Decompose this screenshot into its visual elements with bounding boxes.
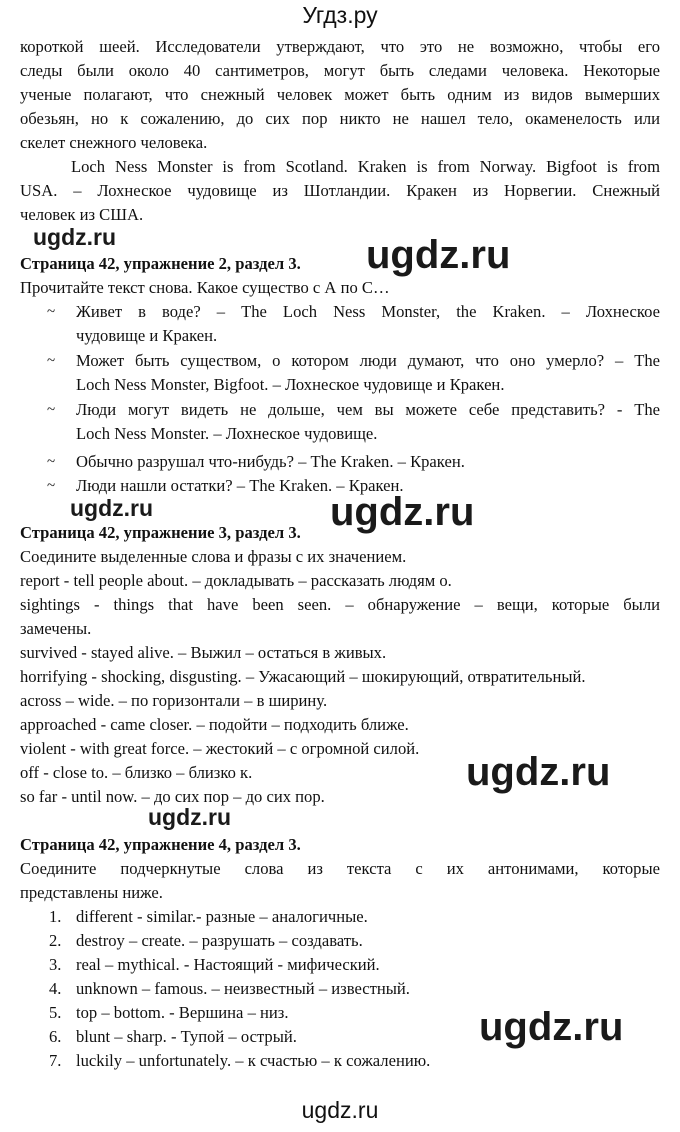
- watermark: ugdz.ru: [330, 490, 475, 534]
- bullet-tilde: ~: [47, 454, 56, 470]
- item-number: 2.: [49, 931, 62, 950]
- vocab-line: sightings - things that have been seen. – обнаружение – вещи, которые были: [20, 595, 660, 614]
- numbered-item: luckily – unfortunately. – к счастью – к сожалению.: [76, 1051, 431, 1070]
- bullet-tilde: ~: [47, 478, 56, 494]
- item-number: 7.: [49, 1051, 62, 1070]
- item-number: 5.: [49, 1003, 62, 1022]
- item-number: 6.: [49, 1027, 62, 1046]
- list-item: Обычно разрушал что-нибудь? – The Kraken. – Кракен.: [76, 452, 465, 471]
- list-item: Loch Ness Monster. – Лохнеское чудовище.: [76, 424, 378, 443]
- list-item: Живет в воде? – The Loch Ness Monster, the Kraken. – Лохнеское: [76, 302, 660, 321]
- numbered-item: unknown – famous. – неизвестный – известный.: [76, 979, 410, 998]
- watermark: ugdz.ru: [33, 224, 117, 250]
- section-heading: Страница 42, упражнение 3, раздел 3.: [20, 523, 301, 542]
- bullet-tilde: ~: [47, 353, 56, 369]
- watermark: ugdz.ru: [366, 233, 511, 277]
- list-item: Люди могут видеть не дольше, чем вы можете себе представить? - The: [76, 400, 660, 419]
- item-number: 3.: [49, 955, 62, 974]
- watermark: ugdz.ru: [148, 804, 232, 830]
- numbered-item: different - similar.- разные – аналогичные.: [76, 907, 368, 926]
- site-title: Угдз.ру: [302, 2, 378, 28]
- watermark: ugdz.ru: [70, 495, 154, 521]
- intro-line: скелет снежного человека.: [20, 133, 208, 152]
- list-item: Loch Ness Monster, Bigfoot. – Лохнеское чудовище и Кракен.: [76, 375, 505, 394]
- numbered-item: top – bottom. - Вершина – низ.: [76, 1003, 289, 1022]
- watermark: ugdz.ru: [466, 750, 611, 794]
- list-item: Люди нашли остатки? – The Kraken. – Кракен.: [76, 476, 404, 495]
- list-item: Может быть существом, о котором люди думают, что оно умерло? – The: [76, 351, 660, 370]
- section-instruction: Прочитайте текст снова. Какое существо с А по С…: [20, 278, 390, 297]
- vocab-line: across – wide. – по горизонтали – в ширину.: [20, 691, 328, 710]
- intro-para2-line: Loch Ness Monster is from Scotland. Kraken is from Norway. Bigfoot is from: [71, 157, 660, 176]
- intro-line: следы были около 40 сантиметров, могут быть следами человека. Некоторые: [20, 61, 660, 80]
- intro-para2-line: USA. – Лохнеское чудовище из Шотландии. Кракен из Норвегии. Снежный: [20, 181, 660, 200]
- section-instruction: Соедините подчеркнутые слова из текста с их антонимами, которые: [20, 859, 660, 878]
- bullet-tilde: ~: [47, 402, 56, 418]
- intro-line: короткой шеей. Исследователи утверждают, что это не возможно, чтобы его: [20, 37, 660, 56]
- intro-para2-line: человек из США.: [20, 205, 144, 224]
- numbered-item: blunt – sharp. - Тупой – острый.: [76, 1027, 297, 1046]
- vocab-line: so far - until now. – до сих пор – до сих пор.: [20, 787, 325, 806]
- item-number: 1.: [49, 907, 62, 926]
- section-instruction: представлены ниже.: [20, 883, 163, 902]
- vocab-line: horrifying - shocking, disgusting. – Ужасающий – шокирующий, отвратительный.: [20, 667, 586, 686]
- bullet-tilde: ~: [47, 304, 56, 320]
- vocab-line: survived - stayed alive. – Выжил – остаться в живых.: [20, 643, 387, 662]
- numbered-item: real – mythical. - Настоящий - мифический.: [76, 955, 380, 974]
- item-number: 4.: [49, 979, 62, 998]
- vocab-line: violent - with great force. – жестокий – с огромной силой.: [20, 739, 420, 758]
- vocab-line: report - tell people about. – докладывать – рассказать людям о.: [20, 571, 452, 590]
- intro-line: ученые полагают, что снежный человек может быть одним из видов вымерших: [20, 85, 660, 104]
- section-instruction: Соедините выделенные слова и фразы с их значением.: [20, 547, 407, 566]
- list-item: чудовище и Кракен.: [76, 326, 218, 345]
- watermark: ugdz.ru: [479, 1005, 624, 1049]
- vocab-line: off - close to. – близко – близко к.: [20, 763, 253, 782]
- section-heading: Страница 42, упражнение 4, раздел 3.: [20, 835, 301, 854]
- section-heading: Страница 42, упражнение 2, раздел 3.: [20, 254, 301, 273]
- vocab-line: замечены.: [20, 619, 92, 638]
- intro-line: обезьян, но к сожалению, до сих пор никто не нашел тело, окаменелость или: [20, 109, 660, 128]
- vocab-line: approached - came closer. – подойти – подходить ближе.: [20, 715, 409, 734]
- numbered-item: destroy – create. – разрушать – создавать.: [76, 931, 363, 950]
- footer-site-title: ugdz.ru: [301, 1097, 379, 1123]
